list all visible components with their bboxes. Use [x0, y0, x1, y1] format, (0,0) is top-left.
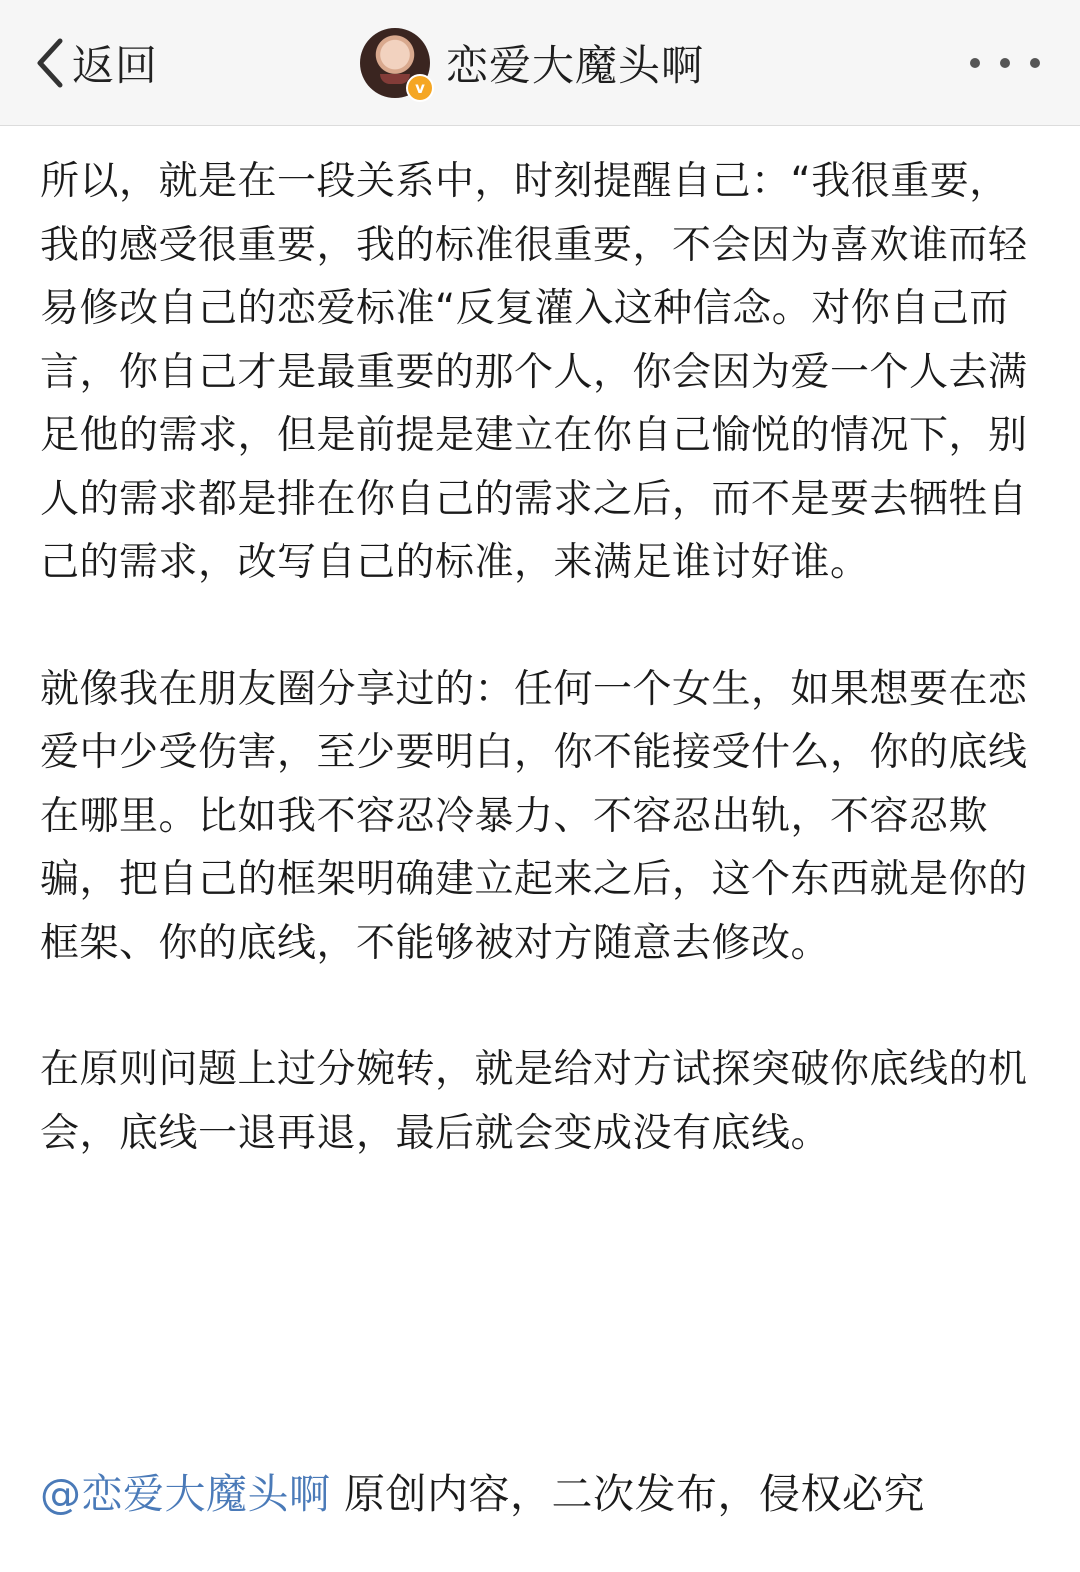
avatar[interactable]	[360, 28, 430, 98]
more-options-button[interactable]	[970, 40, 1040, 86]
article-paragraph: 所以，就是在一段关系中，时刻提醒自己：“我很重要，我的感受很重要，我的标准很重要，不会因为喜欢谁而轻易修改自己的恋爱标准“反复灌入这种信念。对你自己而言，你自己才是最重要的那个人，你会因为爱一个人去满足他的需求，但是前提是建立在你自己愉悦的情况下，别人的需求都是排在你自己的需求之后，而不是要去牺牲自己的需求，改写自己的标准，来满足谁讨好谁。	[40, 159, 1028, 585]
verified-badge-icon: v	[406, 74, 434, 102]
more-dots-icon	[1000, 58, 1010, 68]
more-dots-icon	[970, 58, 980, 68]
chevron-left-icon	[30, 33, 70, 93]
back-label: 返回	[72, 41, 159, 90]
article-paragraph: 就像我在朋友圈分享过的：任何一个女生，如果想要在恋爱中少受伤害，至少要明白，你不能接受什么，你的底线在哪里。比如我不容忍冷暴力、不容忍出轨，不容忍欺骗，把自己的框架明确建立起来之后，这个东西就是你的框架、你的底线，不能够被对方随意去修改。	[40, 666, 1028, 966]
profile-header[interactable]	[360, 27, 704, 99]
back-button[interactable]	[30, 30, 158, 96]
profile-name[interactable]: 恋爱大魔头啊	[446, 41, 705, 90]
article-paragraph: 在原则问题上过分婉转，就是给对方试探突破你底线的机会，底线一退再退，最后就会变成没有底线。	[40, 1047, 1028, 1156]
more-dots-icon	[1030, 58, 1040, 68]
author-mention-link[interactable]: @恋爱大魔头啊	[40, 1470, 331, 1518]
top-navigation-bar	[0, 0, 1080, 126]
article-body	[40, 150, 1040, 1165]
copyright-text: 原创内容，二次发布，侵权必究	[330, 1470, 926, 1518]
copyright-notice	[40, 1463, 925, 1526]
